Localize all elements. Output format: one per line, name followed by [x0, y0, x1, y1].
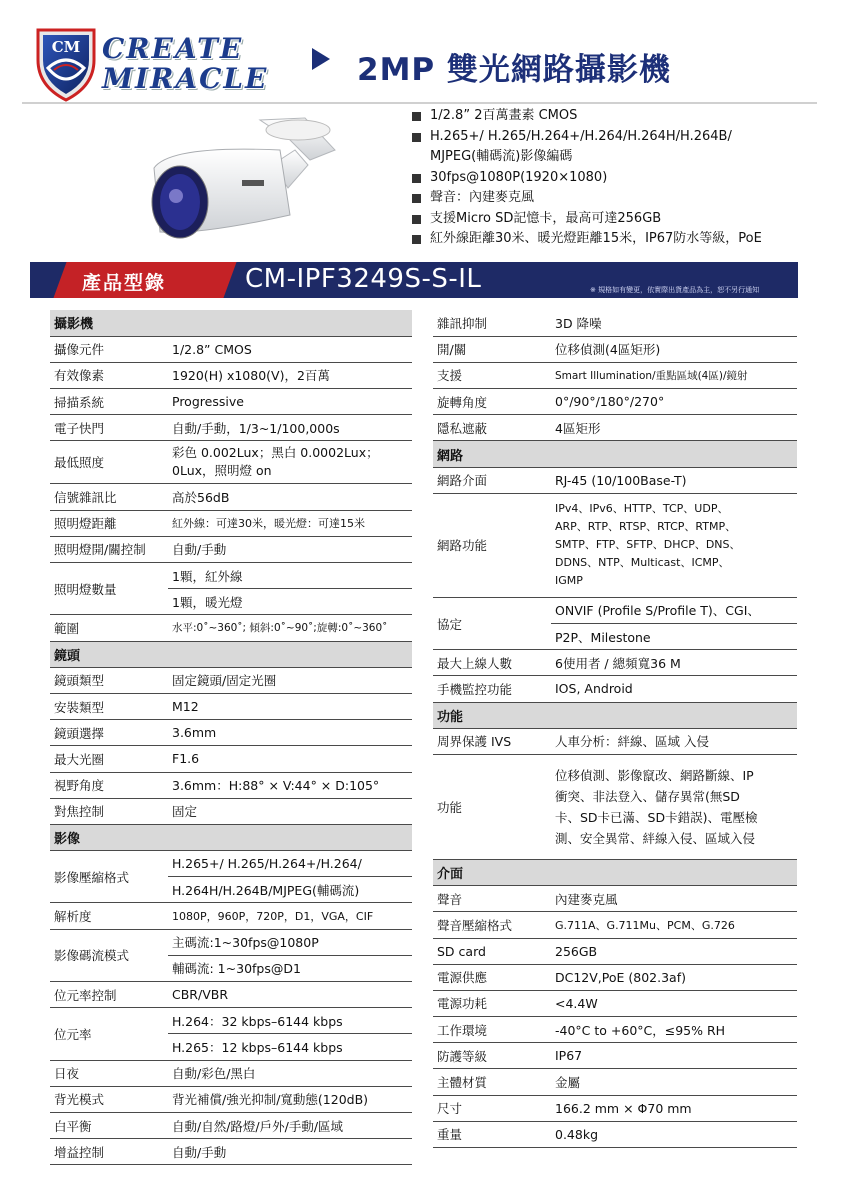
section-title: 鏡頭: [50, 641, 412, 667]
spec-value: F1.6: [168, 746, 412, 772]
spec-row: [433, 964, 797, 990]
spec-value: RJ-45 (10/100Base-T): [551, 467, 797, 493]
spec-row: [50, 1139, 412, 1165]
square-bullet-icon: [412, 215, 421, 224]
spec-label: 照明燈數量: [50, 563, 168, 615]
spec-row: [433, 310, 797, 336]
feature-text: 紅外線距離30米、暖光燈距離15米，IP67防水等級，PoE: [430, 231, 762, 246]
spec-row: [50, 389, 412, 415]
spec-value: 自動/手動，1/3~1/100,000s: [168, 415, 412, 441]
feature-item: [410, 188, 810, 209]
spec-value: H.264H/H.264B/MJPEG(輔碼流): [168, 877, 412, 903]
spec-row: [433, 362, 797, 388]
feature-item: [410, 127, 810, 148]
spec-label: 尺寸: [433, 1095, 551, 1121]
spec-value: 輔碼流: 1~30fps@D1: [168, 955, 412, 981]
spec-value: 內建麥克風: [551, 886, 797, 912]
spec-row: [50, 720, 412, 746]
spec-row: [50, 772, 412, 798]
spec-row: [50, 563, 412, 589]
square-bullet-icon: [412, 174, 421, 183]
spec-value-line: 卡、SD卡已滿、SD卡錯誤)、電壓檢: [555, 809, 758, 825]
spec-value: 0°/90°/180°/270°: [551, 389, 797, 415]
spec-row: [50, 851, 412, 877]
spec-label: 攝像元件: [50, 336, 168, 362]
spec-label: 聲音壓縮格式: [433, 912, 551, 938]
spec-row: [433, 493, 797, 597]
spec-row: [50, 1008, 412, 1034]
section-row: [433, 441, 797, 467]
header: [22, 18, 817, 104]
spec-label: 影像碼流模式: [50, 929, 168, 981]
spec-label: 鏡頭類型: [50, 667, 168, 693]
spec-value: H.265+/ H.265/H.264+/H.264/: [168, 851, 412, 877]
spec-value: Smart Illumination/重點區域(4區)/鏡射: [551, 362, 797, 388]
spec-label: 日夜: [50, 1060, 168, 1086]
feature-text: 1/2.8” 2百萬畫素 CMOS: [430, 108, 578, 123]
spec-row: [433, 938, 797, 964]
spec-value: 自動/彩色/黑白: [168, 1060, 412, 1086]
square-bullet-icon: [412, 133, 421, 142]
spec-row: [433, 389, 797, 415]
spec-value: 固定鏡頭/固定光圈: [168, 667, 412, 693]
spec-label: 支援: [433, 362, 551, 388]
spec-value: 1顆，紅外線: [168, 563, 412, 589]
spec-label: 解析度: [50, 903, 168, 929]
spec-label: 有效像素: [50, 362, 168, 388]
section-row: [50, 641, 412, 667]
spec-row: [50, 510, 412, 536]
feature-text: MJPEG(輔碼流)影像編碼: [430, 149, 573, 164]
spec-value: 自動/手動: [168, 536, 412, 562]
section-row: [50, 310, 412, 336]
spec-value: H.265：12 kbps–6144 kbps: [168, 1034, 412, 1060]
section-title: 攝影機: [50, 310, 412, 336]
spec-label: 最大上線人數: [433, 650, 551, 676]
spec-label: 範圍: [50, 615, 168, 641]
header-divider: [22, 102, 817, 104]
spec-label: 雜訊抑制: [433, 310, 551, 336]
spec-row: [50, 693, 412, 719]
camera-product-image: [140, 110, 340, 250]
spec-row: [50, 441, 412, 484]
spec-label: 手機監控功能: [433, 676, 551, 702]
spec-row: [50, 362, 412, 388]
spec-row: [50, 484, 412, 510]
spec-row: [50, 336, 412, 362]
spec-label: 增益控制: [50, 1139, 168, 1165]
spec-label: 開/關: [433, 336, 551, 362]
spec-value: 1顆，暖光燈: [168, 589, 412, 615]
spec-label: 周界保護 IVS: [433, 728, 551, 754]
feature-item: [410, 147, 810, 168]
spec-value-line: 位移偵測、影像竄改、網路斷線、IP: [555, 767, 754, 783]
spec-row: [50, 798, 412, 824]
section-row: [50, 824, 412, 850]
spec-label: 照明燈開/關控制: [50, 536, 168, 562]
spec-value: 6使用者 / 總頻寬36 M: [551, 650, 797, 676]
spec-value-line: 衝突、非法登入、儲存異常(無SD: [555, 788, 740, 804]
catalog-tag: 產品型錄: [82, 272, 167, 294]
spec-value: 自動/自然/路燈/戶外/手動/區域: [168, 1112, 412, 1138]
spec-value-line: 測、安全異常、絆線入侵、區域入侵: [555, 830, 756, 846]
spec-value: M12: [168, 693, 412, 719]
spec-value: 256GB: [551, 938, 797, 964]
section-title: 網路: [433, 441, 797, 467]
spec-value: H.264：32 kbps–6144 kbps: [168, 1008, 412, 1034]
spec-value-line: IPv4、IPv6、HTTP、TCP、UDP、: [555, 502, 729, 516]
spec-row: [433, 728, 797, 754]
spec-label: 白平衡: [50, 1112, 168, 1138]
spec-label: 掃描系統: [50, 389, 168, 415]
spec-label: 背光模式: [50, 1086, 168, 1112]
spec-row: [50, 1112, 412, 1138]
spec-label: 信號雜訊比: [50, 484, 168, 510]
spec-label: 功能: [433, 754, 551, 859]
spec-label: 電子快門: [50, 415, 168, 441]
spec-row: [50, 1060, 412, 1086]
spec-value: 3.6mm: [168, 720, 412, 746]
spec-row: [433, 467, 797, 493]
spec-value: 166.2 mm × Φ70 mm: [551, 1095, 797, 1121]
spec-label: 旋轉角度: [433, 389, 551, 415]
spec-row: [433, 1069, 797, 1095]
spec-row: [433, 754, 797, 859]
spec-value-line: 0Lux，照明燈 on: [172, 463, 272, 479]
logo-badge-text: CM: [51, 38, 81, 56]
spec-label: 網路介面: [433, 467, 551, 493]
feature-item: [410, 229, 810, 250]
spec-label: 最低照度: [50, 441, 168, 484]
spec-row: [433, 1017, 797, 1043]
spec-row: [433, 1095, 797, 1121]
spec-label: 協定: [433, 597, 551, 649]
spec-row: [433, 912, 797, 938]
spec-row: [50, 615, 412, 641]
spec-label: 電源供應: [433, 964, 551, 990]
spec-row: [433, 1043, 797, 1069]
feature-text: 聲音：內建麥克風: [430, 190, 535, 205]
spec-value-line: ARP、RTP、RTSP、RTCP、RTMP、: [555, 520, 737, 534]
spec-value: P2P、Milestone: [551, 624, 797, 650]
spec-row: [50, 1086, 412, 1112]
spec-value: 背光補償/強光抑制/寬動態(120dB): [168, 1086, 412, 1112]
spec-label: 影像壓縮格式: [50, 851, 168, 903]
play-arrow-icon: [312, 48, 330, 70]
spec-value: Progressive: [168, 389, 412, 415]
feature-text: 30fps@1080P(1920×1080): [430, 169, 608, 185]
spec-value: 人車分析：絆線、區域 入侵: [551, 728, 797, 754]
section-row: [433, 702, 797, 728]
spec-table-left: [50, 310, 412, 1165]
spec-label: 對焦控制: [50, 798, 168, 824]
spec-value: ONVIF (Profile S/Profile T)、CGI、: [551, 597, 797, 623]
spec-value: 金屬: [551, 1069, 797, 1095]
spec-value: 3D 降噪: [551, 310, 797, 336]
model-number: CM-IPF3249S-S-IL: [245, 264, 482, 294]
spec-value: [551, 493, 797, 597]
spec-value: 主碼流:1~30fps@1080P: [168, 929, 412, 955]
spec-label: 鏡頭選擇: [50, 720, 168, 746]
spec-value: CBR/VBR: [168, 982, 412, 1008]
spec-value: IOS, Android: [551, 676, 797, 702]
spec-value: [168, 441, 412, 484]
spec-row: [50, 746, 412, 772]
spec-row: [50, 415, 412, 441]
shield-logo-icon: [34, 24, 98, 102]
feature-item: [410, 168, 810, 189]
spec-value-line: 彩色 0.002Lux；黑白 0.0002Lux；: [172, 445, 379, 461]
square-bullet-icon: [412, 235, 421, 244]
spec-label: 照明燈距離: [50, 510, 168, 536]
spec-row: [433, 1121, 797, 1147]
spec-row: [433, 415, 797, 441]
spec-label: 聲音: [433, 886, 551, 912]
spec-value: <4.4W: [551, 990, 797, 1016]
spec-value: 3.6mm：H:88° × V:44° × D:105°: [168, 772, 412, 798]
spec-label: 最大光圈: [50, 746, 168, 772]
spec-row: [50, 929, 412, 955]
disclaimer-note: ※ 規格如有變更，依實際出貨產品為主，恕不另行通知: [590, 286, 760, 294]
spec-value: 4區矩形: [551, 415, 797, 441]
spec-row: [433, 650, 797, 676]
logo-line-1: CREATE: [102, 32, 244, 65]
spec-value: [551, 754, 797, 859]
spec-row: [433, 336, 797, 362]
spec-row: [433, 990, 797, 1016]
spec-value-line: IGMP: [555, 574, 583, 588]
spec-row: [50, 903, 412, 929]
spec-value-line: SMTP、FTP、SFTP、DHCP、DNS、: [555, 538, 741, 552]
spec-value: 紅外線：可達30米，暖光燈：可達15米: [168, 510, 412, 536]
spec-value-line: DDNS、NTP、Multicast、ICMP、: [555, 556, 730, 570]
spec-value: 0.48kg: [551, 1121, 797, 1147]
spec-row: [433, 597, 797, 623]
brand-logo: [34, 24, 274, 108]
spec-label: 電源功耗: [433, 990, 551, 1016]
spec-label: 視野角度: [50, 772, 168, 798]
section-title: 介面: [433, 859, 797, 885]
section-title: 功能: [433, 702, 797, 728]
section-row: [433, 859, 797, 885]
spec-value: 高於56dB: [168, 484, 412, 510]
feature-text: H.265+/ H.265/H.264+/H.264/H.264H/H.264B/: [430, 128, 732, 144]
spec-value: 1080P，960P，720P，D1，VGA，CIF: [168, 903, 412, 929]
spec-row: [50, 536, 412, 562]
spec-label: 重量: [433, 1121, 551, 1147]
spec-label: 隱私遮蔽: [433, 415, 551, 441]
square-bullet-icon: [412, 194, 421, 203]
feature-list: [410, 106, 810, 250]
logo-wordmark: [102, 34, 268, 94]
spec-value: 1/2.8” CMOS: [168, 336, 412, 362]
spec-row: [50, 667, 412, 693]
feature-item: [410, 209, 810, 230]
spec-value: IP67: [551, 1043, 797, 1069]
page-title: 2MP 雙光網路攝影機: [357, 52, 671, 88]
spec-value: 自動/手動: [168, 1139, 412, 1165]
spec-label: SD card: [433, 938, 551, 964]
square-bullet-icon: [412, 112, 421, 121]
spec-value: G.711A、G.711Mu、PCM、G.726: [551, 912, 797, 938]
spec-row: [50, 982, 412, 1008]
feature-item: [410, 106, 810, 127]
spec-value: 固定: [168, 798, 412, 824]
section-title: 影像: [50, 824, 412, 850]
spec-value: 1920(H) x1080(V)，2百萬: [168, 362, 412, 388]
spec-table-right: [433, 310, 797, 1148]
spec-row: [433, 886, 797, 912]
spec-value: 位移偵測(4區矩形): [551, 336, 797, 362]
spec-label: 工作環境: [433, 1017, 551, 1043]
spec-value: -40°C to +60°C，≤95% RH: [551, 1017, 797, 1043]
spec-label: 位元率: [50, 1008, 168, 1060]
spec-label: 網路功能: [433, 493, 551, 597]
spec-row: [433, 676, 797, 702]
feature-text: 支援Micro SD記憶卡，最高可達256GB: [430, 210, 662, 226]
spec-value: DC12V,PoE (802.3af): [551, 964, 797, 990]
spec-label: 位元率控制: [50, 982, 168, 1008]
spec-label: 防護等級: [433, 1043, 551, 1069]
spec-label: 主體材質: [433, 1069, 551, 1095]
logo-line-2: MIRACLE: [102, 62, 269, 95]
spec-value: 水平:0˚~360˚; 傾斜:0˚~90˚;旋轉:0˚~360˚: [168, 615, 412, 641]
spec-label: 安裝類型: [50, 693, 168, 719]
